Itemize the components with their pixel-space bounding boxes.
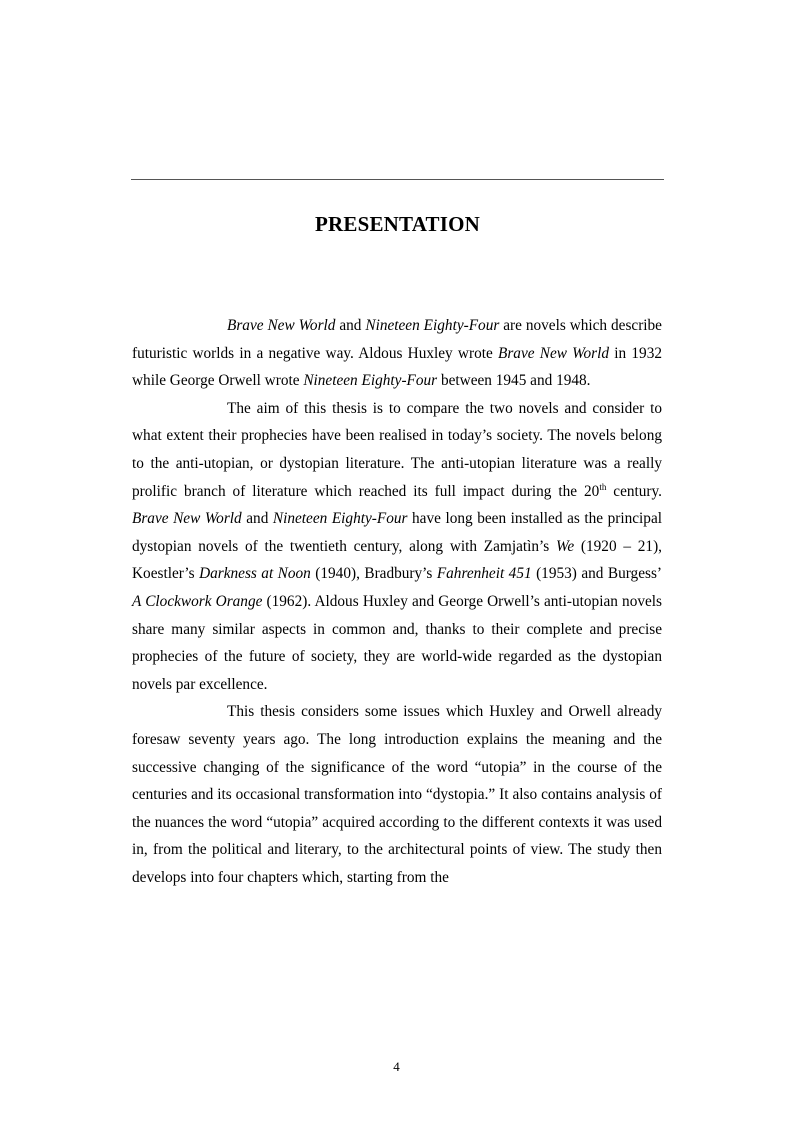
text-run: and — [335, 317, 366, 334]
text-run: (1940), Bradbury’s — [310, 565, 437, 583]
paragraph — [132, 395, 662, 699]
italic-title: Brave New World — [227, 317, 336, 334]
italic-title: Nineteen Eighty-Four — [365, 317, 500, 334]
italic-title: Fahrenheit 451 — [436, 565, 532, 583]
text-run: (1962). Aldous Huxley and George Orwell’s anti-utopian novels share many similar aspects in common and, thanks to their complete and precise prophecies of the future of society, they are world-wide regarded as the dystopian novels par excellence. — [132, 592, 662, 693]
text-run: (1953) and Burgess’ — [531, 565, 662, 583]
text-run: between 1945 and 1948. — [437, 372, 591, 390]
italic-title: A Clockwork Orange — [132, 592, 263, 610]
page-number: 4 — [393, 1059, 400, 1074]
text-run: This thesis considers some issues which Huxley and Orwell already foresaw seventy years ago. The long introduction explains the meaning and the successive changing of the significance of the word “utopia” in the course of the centuries and its occasional transformation into “dystopia.” It also contains analysis of the nuances the word “utopia” acquired according to the different contexts it was used in, from the political and literary, to the architectural points of view. The study then develops into four chapters which, starting from the — [132, 703, 662, 886]
superscript: th — [599, 481, 607, 492]
text-run: century. — [606, 482, 662, 500]
text-run: and — [241, 510, 273, 528]
text-run: have long been installed as the principal dystopian novels of the twentieth century, along with Zamjatìn’s — [132, 510, 662, 555]
text-run: (1920 – 21), Koestler’s — [132, 537, 662, 583]
page-title: PRESENTATION — [315, 212, 480, 236]
italic-title: Darkness at Noon — [199, 565, 311, 583]
header-rule — [131, 179, 664, 180]
text-run: The aim of this thesis is to compare the two novels and consider to what extent their prophecies have been realised in today’s society. The novels belong to the anti-utopian, or dystopian literature. The anti-utopian literature was a really prolific branch of literature which reached its full impact during the 20 — [132, 399, 662, 500]
paragraph — [132, 312, 662, 395]
italic-title: Brave New World — [132, 510, 242, 528]
paragraph — [132, 698, 662, 891]
text-run: in 1932 while George Orwell wrote — [132, 344, 662, 390]
text-run: are novels which describe futuristic worlds in a negative way. Aldous Huxley wrote — [132, 317, 662, 362]
italic-title: Nineteen Eighty-Four — [272, 510, 408, 528]
italic-title: Nineteen Eighty-Four — [303, 372, 438, 390]
italic-title: We — [556, 537, 575, 555]
body-text — [132, 312, 662, 891]
italic-title: Brave New World — [498, 344, 610, 362]
